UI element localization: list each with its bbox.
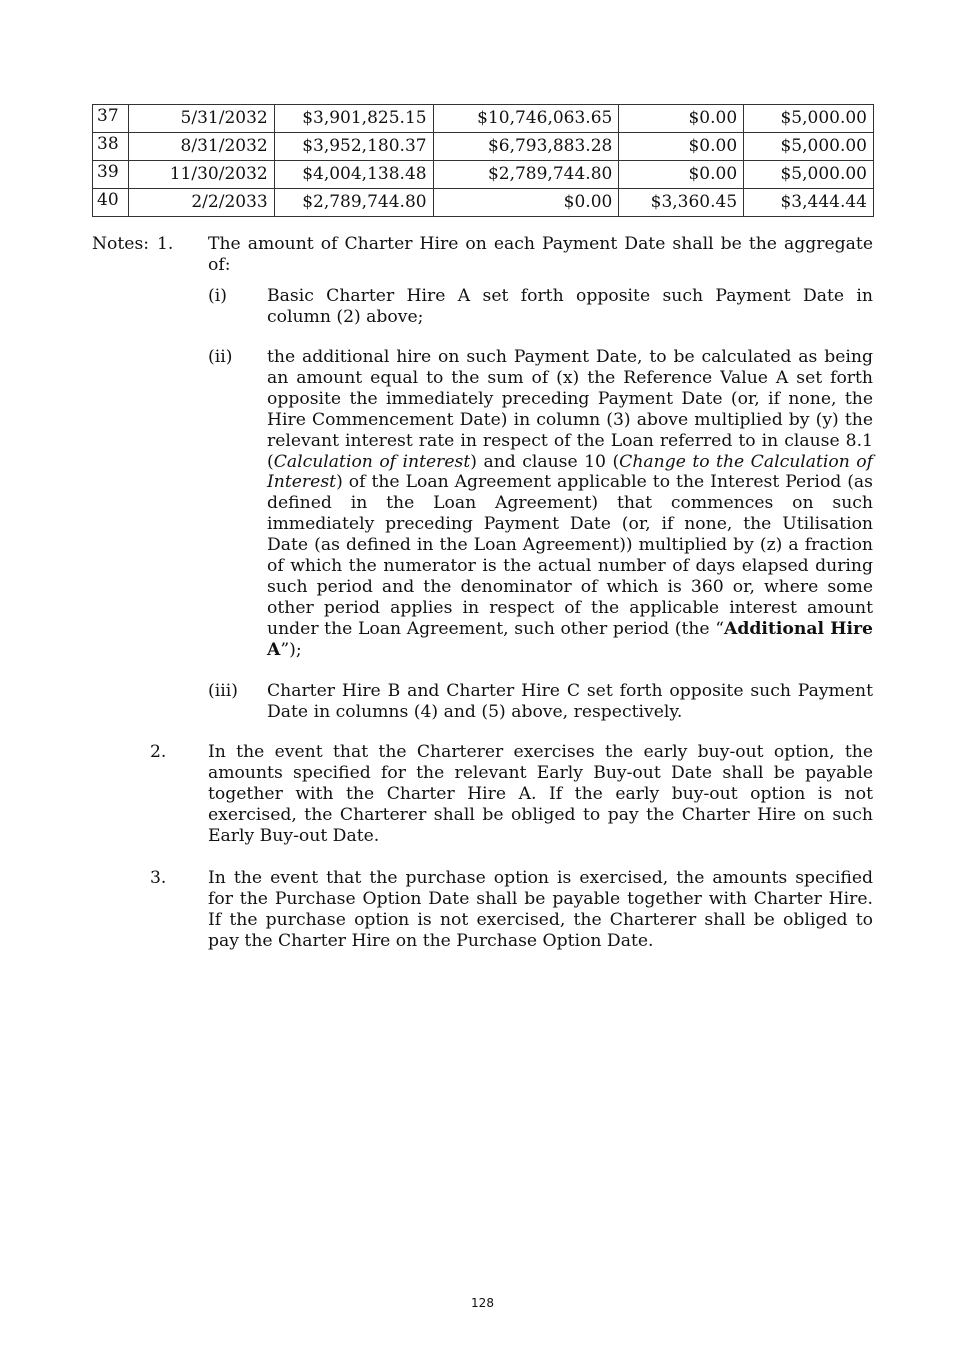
sub-item-ii-text [267, 347, 873, 661]
sub-item-iii-text: Charter Hire B and Charter Hire C set forth opposite such Payment Date in columns (4) and (5) above, respectively. [267, 681, 873, 722]
payment-date-cell: 2/2/2033 [128, 189, 274, 217]
charter-hire-b-cell: $3,360.45 [619, 189, 744, 217]
reference-value-cell: $10,746,063.65 [433, 105, 619, 133]
payment-no-cell: 37 [93, 105, 129, 133]
payment-date-cell: 5/31/2032 [128, 105, 274, 133]
sub-item-ii-label: (ii) [208, 347, 233, 367]
payment-date-cell: 8/31/2032 [128, 133, 274, 161]
reference-value-cell: $2,789,744.80 [433, 161, 619, 189]
payment-no-cell: 40 [93, 189, 129, 217]
sub-item-ii-text-part-2: ) and clause 10 ( [470, 451, 620, 472]
charter-hire-b-cell: $0.00 [619, 133, 744, 161]
note-1-label: 1. [157, 234, 174, 254]
note-2-label: 2. [150, 742, 167, 762]
notes-heading: Notes: [92, 234, 150, 254]
charter-hire-a-cell: $2,789,744.80 [274, 189, 433, 217]
table-row [93, 133, 874, 161]
charter-hire-a-cell: $3,952,180.37 [274, 133, 433, 161]
clause-reference-calculation-of-interest: Calculation of interest [273, 451, 471, 472]
sub-item-ii-text-part-3: ) of the Loan Agreement applicable to the Interest Period (as defined in the Loan Agreement) that commences on such immediately preceding Payment Date (or, if none, the Utilisation Date (as defined in the Loan Agreement)) multiplied by (z) a fraction of which the numerator is the actual number of days elapsed during such period and the denominator of which is 360 or, where some other period applies in respect of the applicable interest amount under the Loan Agreement, such other period (the “ [267, 472, 873, 639]
charter-hire-b-cell: $0.00 [619, 161, 744, 189]
sub-item-ii-text-part-4: ”); [280, 639, 302, 660]
note-1-text: The amount of Charter Hire on each Payment Date shall be the aggregate of: [208, 234, 873, 275]
charter-hire-c-cell: $5,000.00 [744, 161, 874, 189]
note-3-label: 3. [150, 868, 167, 888]
note-3-text: In the event that the purchase option is exercised, the amounts specified for the Purchase Option Date shall be payable together with Charter Hire. If the purchase option is not exercised, the Charterer shall be obliged to pay the Charter Hire on the Purchase Option Date. [208, 868, 873, 951]
reference-value-cell: $6,793,883.28 [433, 133, 619, 161]
payment-no-cell: 38 [93, 133, 129, 161]
payment-date-cell: 11/30/2032 [128, 161, 274, 189]
charter-hire-c-cell: $5,000.00 [744, 133, 874, 161]
clause-reference-change-to-calculation: Change to the Calculation of Interest [267, 451, 873, 493]
table-row [93, 105, 874, 133]
sub-item-i-label: (i) [208, 286, 227, 306]
charter-hire-c-cell: $5,000.00 [744, 105, 874, 133]
charter-hire-a-cell: $4,004,138.48 [274, 161, 433, 189]
table-row [93, 161, 874, 189]
table-row [93, 189, 874, 217]
reference-value-cell: $0.00 [433, 189, 619, 217]
sub-item-ii-text-part-1: the additional hire on such Payment Date, to be calculated as being an amount equal to the sum of (x) the Reference Value A set forth opposite the immediately preceding Payment Date (or, if none, the Hire Commencement Date) in column (3) above multiplied by (y) the relevant interest rate in respect of the Loan referred to in clause 8.1 ( [267, 347, 873, 472]
charter-hire-schedule-table [92, 104, 874, 217]
note-2-text: In the event that the Charterer exercises the early buy-out option, the amounts specified for the relevant Early Buy-out Date shall be payable together with the Charter Hire A. If the early buy-out option is not exercised, the Charterer shall be obliged to pay the Charter Hire on such Early Buy-out Date. [208, 742, 873, 846]
payment-no-cell: 39 [93, 161, 129, 189]
page-number: 128 [471, 1296, 494, 1310]
defined-term-additional-hire-a: Additional Hire A [267, 618, 873, 660]
charter-hire-b-cell: $0.00 [619, 105, 744, 133]
sub-item-iii-label: (iii) [208, 681, 238, 701]
sub-item-i-text: Basic Charter Hire A set forth opposite such Payment Date in column (2) above; [267, 286, 873, 327]
charter-hire-a-cell: $3,901,825.15 [274, 105, 433, 133]
charter-hire-c-cell: $3,444.44 [744, 189, 874, 217]
